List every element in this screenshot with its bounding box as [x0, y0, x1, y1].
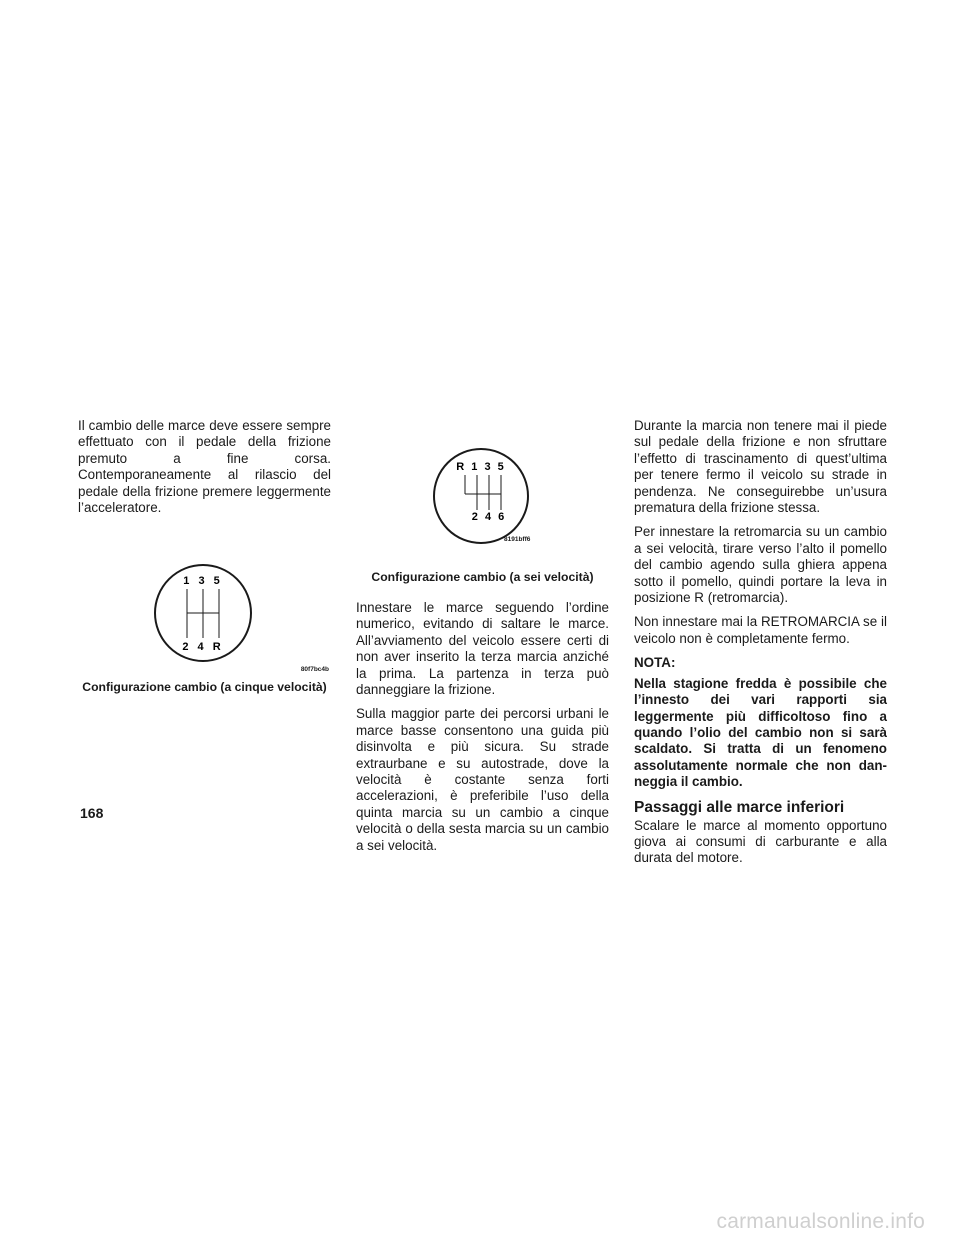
- gears-bottom-label: 2 4 6: [471, 511, 507, 523]
- figure-caption: Configurazione cambio (a sei velocità): [371, 570, 594, 584]
- gears-top-label: R 1 3 5: [456, 461, 506, 473]
- paragraph: Sulla maggior parte dei percorsi urbani le marce basse consentono una guida più disinvolta e più sicura. Su strade extraurbane e su autostrade, dove la velocità è costante senza forti accelerazioni, è preferibile l’uso della quinta marcia su un cambio a cinque velocità o della sesta marcia su un cambio a sei velocità.: [356, 706, 609, 853]
- column-right: [634, 418, 887, 875]
- figure-caption: Configurazione cambio (a cinque velocità): [82, 680, 327, 695]
- page-number: 168: [80, 805, 104, 821]
- paragraph: Per innestare la retromarcia su un cambio a sei velocità, tirare verso l’alto il pomello del cambio agendo sulla ghiera appena sotto il pomello, quindi portare la leva in posizione R (retromarcia).: [634, 524, 887, 606]
- six-speed-figure: [356, 448, 609, 584]
- figure-code: 80f7bc4b: [300, 666, 329, 674]
- note-body: Nella stagione fredda è possibile che l’innesto dei vari rapporti sia leggermente più difficoltoso fino a quando l’olio del cambio non si sarà scaldato. Si tratta di un fenomeno assolutamente normale che non danneggia il cambio.: [634, 675, 887, 790]
- paragraph: Durante la marcia non tenere mai il piede sul pedale della frizione e non sfruttare l’effetto di trascinamento di quest’ultima per tenere fermo il veicolo su strade in pendenza. Ne conseguirebbe un’usura prematura della frizione stessa.: [634, 418, 887, 516]
- column-middle: [356, 448, 609, 862]
- figure-code: 8191bff6: [504, 536, 531, 543]
- six-speed-shift-diagram: [356, 448, 609, 550]
- paragraph: Non innestare mai la RETROMARCIA se il veicolo non è completamente fermo.: [634, 614, 887, 646]
- paragraph: Scalare le marce al momento opportuno giova ai consumi di carburante e alla durata del motore.: [634, 817, 887, 866]
- intro-paragraph: Il cambio delle marce deve essere sempre effettuato con il pedale della frizione premuto a fine corsa. Contemporaneamente al rilascio del pedale della frizione premere leggermente l’acceleratore.: [78, 418, 331, 516]
- section-heading: Passaggi alle marce inferiori: [634, 798, 845, 816]
- gears-bottom-label: 2 4 R: [182, 641, 224, 654]
- gears-top-label: 1 3 5: [183, 575, 223, 588]
- note-title: NOTA:: [634, 655, 676, 671]
- footer-watermark: carmanualsonline.info: [716, 1210, 925, 1233]
- column-left: [78, 418, 331, 700]
- five-speed-shift-diagram: [78, 558, 331, 678]
- five-speed-figure: [78, 558, 331, 700]
- paragraph: Innestare le marce seguendo l’ordine numerico, evitando di saltare le marce. All’avviamento del veicolo essere certi di non aver inserito la terza marcia anziché la prima. La partenza in terza può danneggiare la frizione.: [356, 600, 609, 698]
